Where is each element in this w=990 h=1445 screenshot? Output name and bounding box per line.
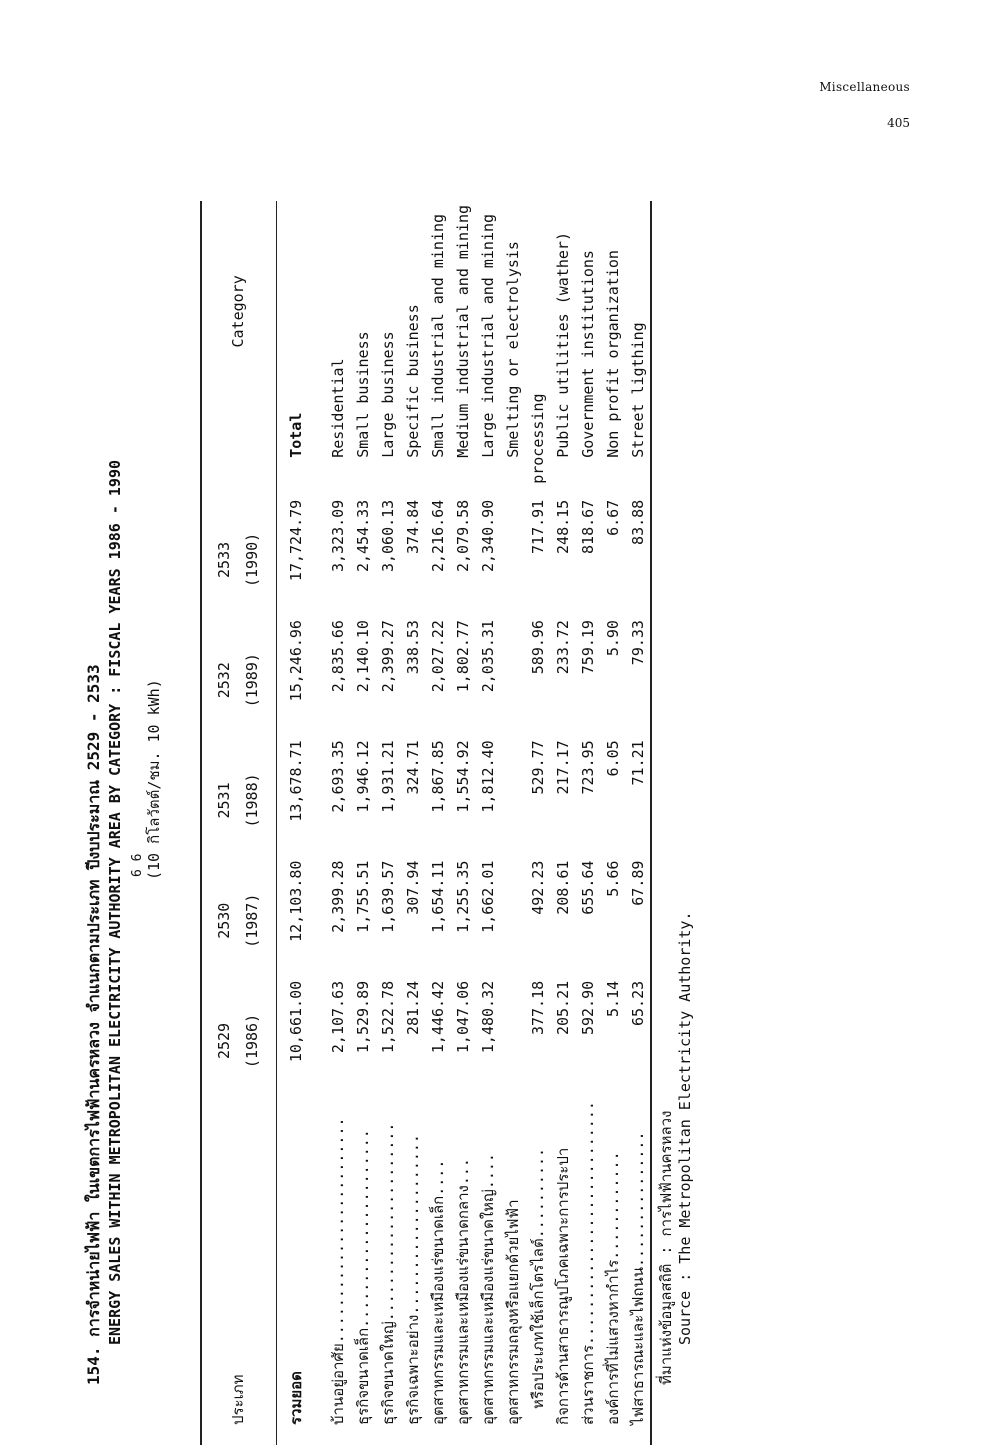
- source-english: Source : The Metropolitan Electricity Authority.: [676, 911, 694, 1345]
- row-label-thai: หรือประเภทใช้เล็กโตรไลต์..........: [529, 1147, 547, 1409]
- row-label-english: Street ligthing: [629, 322, 647, 458]
- cell-value: 1,047.06: [454, 980, 472, 1054]
- source-thai: ที่มาแห่งข้อมูลสถิติ : การไฟฟ้านครหลวง: [657, 1110, 675, 1385]
- cell-value: 5.14: [604, 980, 622, 1017]
- year-be: 2530: [215, 902, 233, 939]
- row-label-english: Specific business: [404, 304, 422, 458]
- table-row: [376, 165, 401, 1425]
- cell-value: 5.90: [604, 620, 622, 657]
- row-label-thai: อุตสาหกรรมและเหมืองแร่ขนาดใหญ่....: [479, 1153, 497, 1425]
- cell-value: 2,216.64: [429, 499, 447, 573]
- row-label-english: Government institutions: [579, 250, 597, 458]
- cell-value: 1,639.57: [379, 860, 397, 933]
- cell-value: 1,529.89: [354, 980, 372, 1054]
- table-row: [426, 165, 451, 1425]
- unit-exponent: 6 6: [130, 853, 145, 877]
- cell-value: 2,399.27: [379, 620, 397, 693]
- cell-value: 2,027.22: [429, 620, 447, 693]
- year-be: 2531: [215, 782, 233, 819]
- row-label-thai: อุตสาหกรรมและเหมืองแร่ขนาดเล็ก....: [429, 1159, 447, 1425]
- cell-value: 759.19: [579, 620, 597, 675]
- cell-value: 2,079.58: [454, 499, 472, 573]
- year-be: 2532: [215, 662, 233, 699]
- year-be: 2533: [215, 541, 233, 578]
- row-label-english: Large business: [379, 331, 397, 458]
- cell-value: 492.23: [529, 860, 547, 915]
- row-label-english: Medium industrial and mining: [454, 204, 472, 458]
- row-label-english: Non profit organization: [604, 250, 622, 458]
- total-value: 15,246.96: [287, 620, 305, 702]
- cell-value: 324.71: [404, 740, 422, 795]
- total-value: 17,724.79: [287, 499, 305, 582]
- year-ce: (1990): [243, 532, 261, 588]
- title-thai: 154. การจำหน่ายไฟฟ้า ในเขตการไฟฟ้านครหลวง จำแนกตามประเภท ปีงบประมาณ 2529 - 2533: [84, 664, 103, 1385]
- table-row: [501, 165, 526, 1425]
- cell-value: 2,835.66: [329, 620, 347, 693]
- cell-value: 1,946.12: [354, 740, 372, 813]
- row-label-english: Public utilities (wather): [554, 232, 572, 458]
- total-label-thai: รวมยอด: [287, 1371, 305, 1425]
- cell-value: 248.15: [554, 499, 572, 554]
- row-label-thai: บ้านอยู่อาศัย.........................: [329, 1117, 347, 1425]
- cell-value: 818.67: [579, 499, 597, 554]
- table-header-row-1: [210, 165, 238, 1425]
- cell-value: 529.77: [529, 740, 547, 795]
- cell-value: 338.53: [404, 620, 422, 675]
- cell-value: 1,480.32: [479, 980, 497, 1054]
- row-label-english: Smelting or electrolysis: [504, 241, 522, 458]
- cell-value: 717.91: [529, 499, 547, 554]
- table-row: [401, 165, 426, 1425]
- total-label-english: Total: [287, 412, 305, 458]
- table-row: [626, 165, 651, 1425]
- table-row: [451, 165, 476, 1425]
- table-row: [476, 165, 501, 1425]
- total-value: 10,661.00: [287, 980, 305, 1063]
- cell-value: 2,399.28: [329, 860, 347, 933]
- cell-value: 2,693.35: [329, 740, 347, 813]
- year-ce: (1989): [243, 653, 261, 708]
- cell-value: 589.96: [529, 620, 547, 675]
- cell-value: 1,931.21: [379, 740, 397, 813]
- cell-value: 65.23: [629, 980, 647, 1026]
- table-row: [551, 165, 576, 1425]
- col-header-english: Category: [229, 275, 247, 348]
- row-label-thai: ไฟสาธารณะและไฟถนน...............: [629, 1131, 647, 1425]
- row-label-english: processing: [529, 393, 547, 484]
- row-label-thai: อุตสาหกรรมถลุงหรือแยกด้วยไฟฟ้า: [504, 1199, 522, 1425]
- table-row: [351, 165, 376, 1425]
- cell-value: 233.72: [554, 620, 572, 675]
- table-row: [601, 165, 626, 1425]
- cell-value: 1,654.11: [429, 860, 447, 933]
- cell-value: 2,140.10: [354, 620, 372, 693]
- cell-value: 208.61: [554, 860, 572, 915]
- cell-value: 374.84: [404, 499, 422, 554]
- cell-value: 2,340.90: [479, 499, 497, 573]
- row-label-thai: กิจการด้านสาธารณูปโภคเฉพาะการประปา: [554, 1147, 572, 1425]
- cell-value: 6.05: [604, 740, 622, 777]
- row-label-thai: ธุรกิจเฉพาะอย่าง....................: [404, 1134, 422, 1425]
- cell-value: 5.66: [604, 860, 622, 897]
- cell-value: 1,522.78: [379, 980, 397, 1054]
- unit-label: (10 กิโลวัตต์/ชม. 10 kWh): [145, 679, 163, 880]
- row-label-thai: ส่วนราชการ...........................: [579, 1101, 597, 1425]
- year-ce: (1986): [243, 1013, 261, 1069]
- row-label-english: Small business: [354, 331, 372, 458]
- cell-value: 217.17: [554, 740, 572, 795]
- cell-value: 281.24: [404, 980, 422, 1036]
- cell-value: 723.95: [579, 740, 597, 795]
- cell-value: 3,060.13: [379, 499, 397, 573]
- row-label-english: Residential: [329, 358, 347, 458]
- row-label-english: Small industrial and mining: [429, 213, 447, 458]
- cell-value: 2,454.33: [354, 499, 372, 573]
- cell-value: 377.18: [529, 980, 547, 1036]
- total-value: 13,678.71: [287, 740, 305, 822]
- running-head: Miscellaneous: [819, 80, 910, 94]
- title-english: ENERGY SALES WITHIN METROPOLITAN ELECTRICITY AUTHORITY AREA BY CATEGORY : FISCAL YEARS 1986 - 1990: [106, 459, 124, 1345]
- cell-value: 67.89: [629, 860, 647, 906]
- cell-value: 1,446.42: [429, 980, 447, 1054]
- year-ce: (1987): [243, 893, 261, 948]
- table-row: [326, 165, 351, 1425]
- cell-value: 205.21: [554, 980, 572, 1036]
- year-be: 2529: [215, 1022, 233, 1060]
- cell-value: 2,107.63: [329, 980, 347, 1054]
- cell-value: 71.21: [629, 740, 647, 786]
- cell-value: 3,323.09: [329, 499, 347, 573]
- row-label-thai: ธุรกิจขนาดใหญ่......................: [379, 1122, 397, 1425]
- cell-value: 6.67: [604, 499, 622, 536]
- rotated-table-page: [82, 125, 694, 1425]
- cell-value: 79.33: [629, 620, 647, 666]
- table-row: [526, 165, 551, 1425]
- cell-value: 1,802.77: [454, 620, 472, 693]
- cell-value: 307.94: [404, 860, 422, 915]
- total-row: [266, 165, 326, 1425]
- page-number: 405: [887, 116, 910, 130]
- cell-value: 2,035.31: [479, 620, 497, 693]
- cell-value: 655.64: [579, 860, 597, 915]
- cell-value: 1,867.85: [429, 740, 447, 813]
- row-label-thai: อุตสาหกรรมและเหมืองแร่ขนาดกลาง...: [454, 1158, 472, 1425]
- cell-value: 1,662.01: [479, 860, 497, 933]
- cell-value: 83.88: [629, 499, 647, 545]
- cell-value: 1,255.35: [454, 860, 472, 933]
- col-header-thai: ประเภท: [229, 1374, 247, 1425]
- cell-value: 1,554.92: [454, 740, 472, 813]
- total-value: 12,103.80: [287, 860, 305, 942]
- cell-value: 592.90: [579, 980, 597, 1036]
- row-label-thai: องค์การที่ไม่แสวงหากำไร............: [604, 1151, 622, 1425]
- cell-value: 1,812.40: [479, 740, 497, 813]
- row-label-english: Large industrial and mining: [479, 213, 497, 458]
- rule-top: [200, 201, 202, 1445]
- table-row: [576, 165, 601, 1425]
- energy-sales-table: [210, 165, 651, 1425]
- row-label-thai: ธุรกิจขนาดเล็ก......................: [354, 1129, 372, 1425]
- cell-value: 1,755.51: [354, 860, 372, 933]
- year-ce: (1988): [243, 773, 261, 828]
